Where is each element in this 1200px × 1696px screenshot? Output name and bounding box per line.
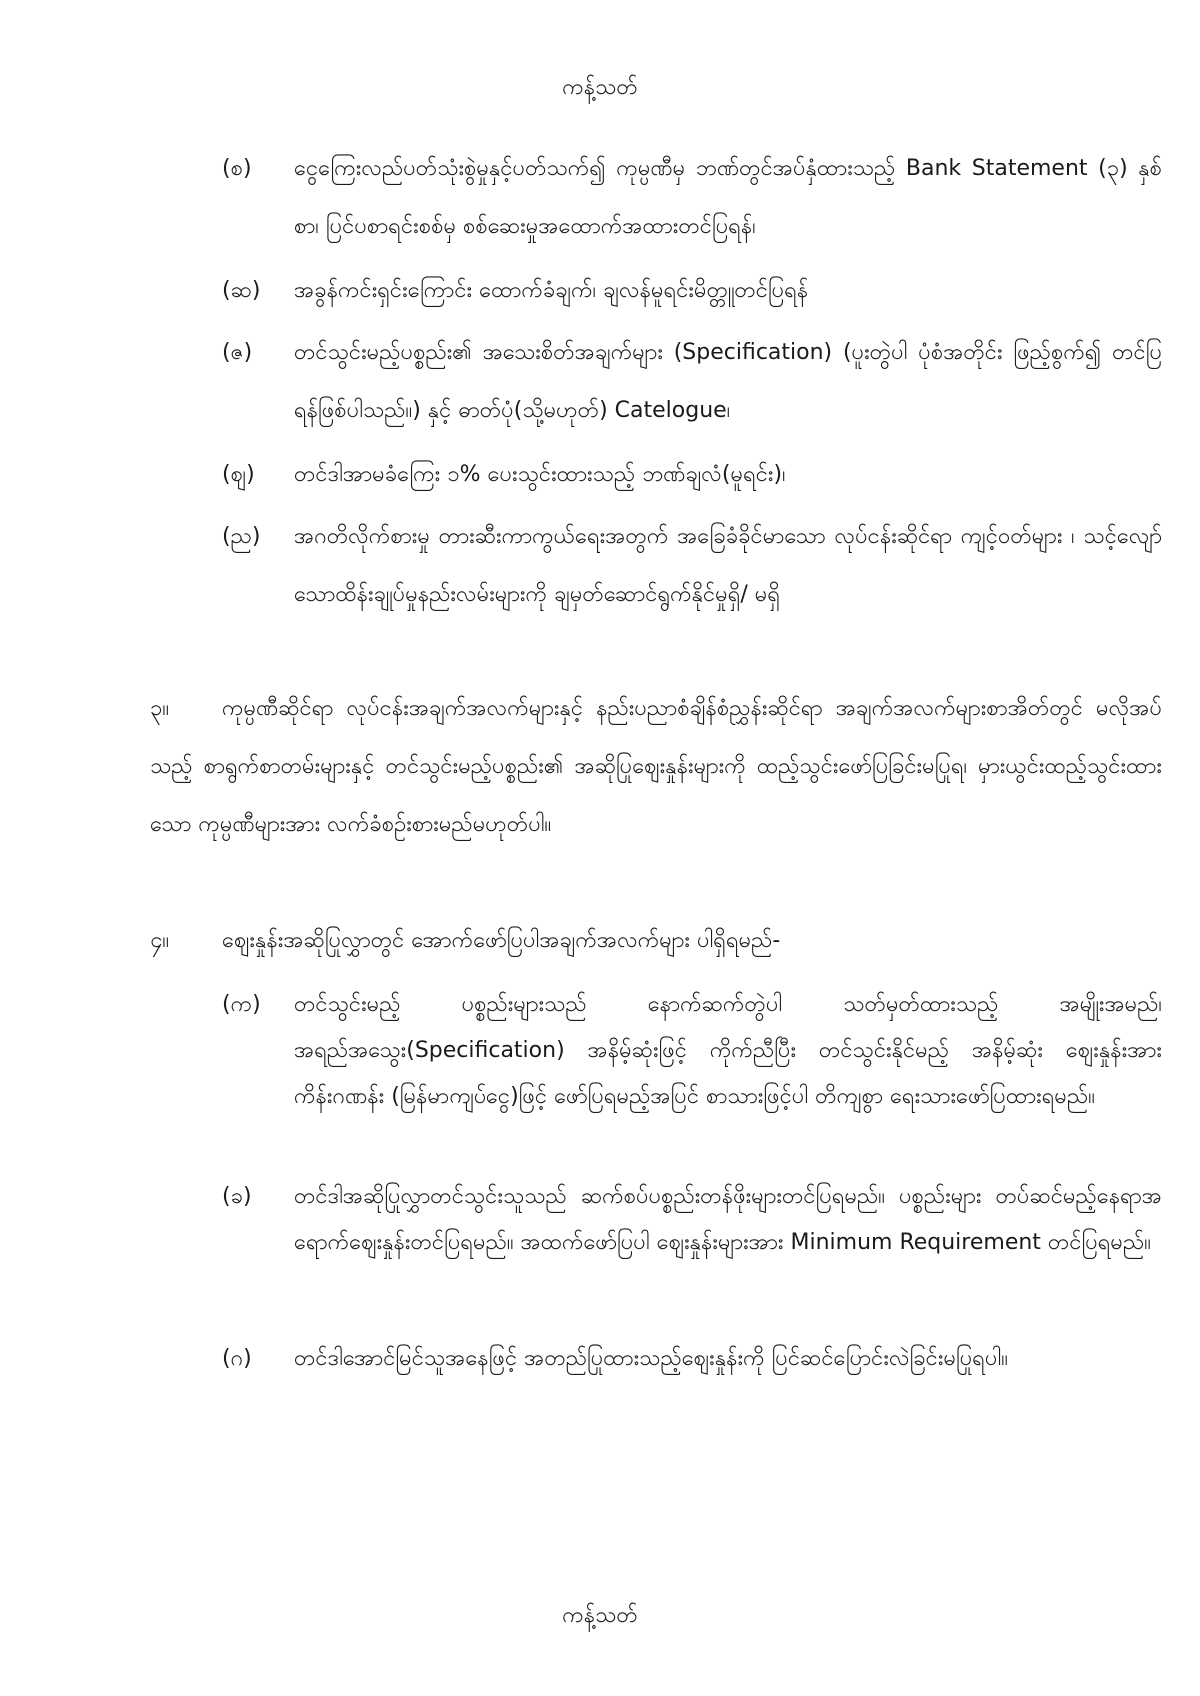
page-footer: ကန့်သတ်	[562, 1603, 638, 1628]
paragraph-text: ဈေးနှုန်းအဆိုပြုလွှာတွင် အောက်ဖော်ပြပါအချက်အလက်များ ပါရှိရမည်-	[222, 928, 781, 953]
item-marker: (ဈ)	[222, 462, 255, 487]
page-header: ကန့်သတ်	[562, 75, 638, 100]
item-text: အဂတိလိုက်စားမှု တားဆီးကာကွယ်ရေးအတွက် အခြေခံခိုင်မာသော လုပ်ငန်းဆိုင်ရာ ကျင့်ဝတ်များ ၊ သင့်လျော်သောထိန်းချုပ်မှုနည်းလမ်းများကို ချမှတ်ဆောင်ရွက်နိုင်မှုရှိ/ မရှိ	[294, 524, 1162, 607]
list-item-ga	[222, 1330, 1162, 1388]
item-text: တင်သွင်းမည့် ပစ္စည်းများသည် နောက်ဆက်တွဲပါ သတ်မှတ်ထားသည့် အမျိုးအမည်၊ အရည်အသွေး(Specification) အနိမ့်ဆုံးဖြင့် ကိုက်ညီပြီး တင်သွင်းနိုင်မည့် အနိမ့်ဆုံး ဈေးနှုန်းအား ကိန်းဂဏန်း (မြန်မာကျပ်ငွေ)ဖြင့် ဖော်ပြရမည့်အပြင် စာသားဖြင့်ပါ တိကျစွာ ရေးသားဖော်ပြထားရမည်။	[294, 992, 1162, 1109]
item-text: တင်သွင်းမည့်ပစ္စည်း၏ အသေးစိတ်အချက်များ (Specification) (ပူးတွဲပါ ပုံစံအတိုင်း ဖြည့်စွက်၍ တင်ပြရန်ဖြစ်ပါသည်။) နှင့် ဓာတ်ပုံ(သို့မဟုတ်) Catelogue၊	[294, 340, 1162, 423]
paragraph-number: ၃။	[150, 696, 170, 721]
item-marker: (ခ)	[222, 1184, 252, 1209]
item-marker: (ဂ)	[222, 1346, 252, 1371]
item-marker: (က)	[222, 992, 261, 1017]
item-marker: (စ)	[222, 156, 252, 181]
list-item-hsa	[222, 262, 1162, 320]
paragraph-3	[150, 680, 1162, 854]
item-marker: (ဆ)	[222, 278, 261, 303]
list-item-za	[222, 324, 1162, 440]
item-text: တင်ဒါအောင်မြင်သူအနေဖြင့် အတည်ပြုထားသည့်ဈေးနှုန်းကို ပြင်ဆင်ပြောင်းလဲခြင်းမပြုရပါ။	[294, 1346, 1008, 1371]
paragraph-number: ၄။	[150, 928, 170, 953]
list-item-zza	[222, 446, 1162, 504]
paragraph-4	[150, 912, 1162, 970]
item-marker: (ဇ)	[222, 340, 253, 365]
item-text: အခွန်ကင်းရှင်းကြောင်း ထောက်ခံချက်၊ ချလန်မူရင်းမိတ္တူတင်ပြရန်	[294, 278, 809, 303]
list-item-ka	[222, 982, 1162, 1120]
item-text: တင်ဒါအာမခံကြေး ၁% ပေးသွင်းထားသည့် ဘဏ်ချလံ(မူရင်း)၊	[294, 462, 786, 487]
list-item-nya	[222, 508, 1162, 624]
list-item-sa	[222, 140, 1162, 256]
item-marker: (ည)	[222, 524, 261, 549]
item-text: တင်ဒါအဆိုပြုလွှာတင်သွင်းသူသည် ဆက်စပ်ပစ္စည်းတန်ဖိုးများတင်ပြရမည်။ ပစ္စည်းများ တပ်ဆင်မည့်နေရာအရောက်ဈေးနှုန်းတင်ပြရမည်။ အထက်ဖော်ပြပါ ဈေးနှုန်းများအား Minimum Requirement တင်ပြရမည်။	[294, 1184, 1162, 1255]
list-item-kha	[222, 1174, 1162, 1266]
item-text: ငွေကြေးလည်ပတ်သုံးစွဲမှုနှင့်ပတ်သက်၍ ကုမ္ပဏီမှ ဘဏ်တွင်အပ်နှံထားသည့် Bank Statement (၃) နှစ်စာ၊ ပြင်ပစာရင်းစစ်မှ စစ်ဆေးမှုအထောက်အထားတင်ပြရန်၊	[294, 156, 1162, 239]
paragraph-text: ကုမ္ပဏီဆိုင်ရာ လုပ်ငန်းအချက်အလက်များနှင့် နည်းပညာစံချိန်စံညွှန်းဆိုင်ရာ အချက်အလက်များစာအိတ်တွင် မလိုအပ်သည့် စာရွက်စာတမ်းများနှင့် တင်သွင်းမည့်ပစ္စည်း၏ အဆိုပြုဈေးနှုန်းများကို ထည့်သွင်းဖော်ပြခြင်းမပြုရ၊ မှားယွင်းထည့်သွင်းထားသော ကုမ္ပဏီများအား လက်ခံစဉ်းစားမည်မဟုတ်ပါ။	[150, 696, 1162, 837]
